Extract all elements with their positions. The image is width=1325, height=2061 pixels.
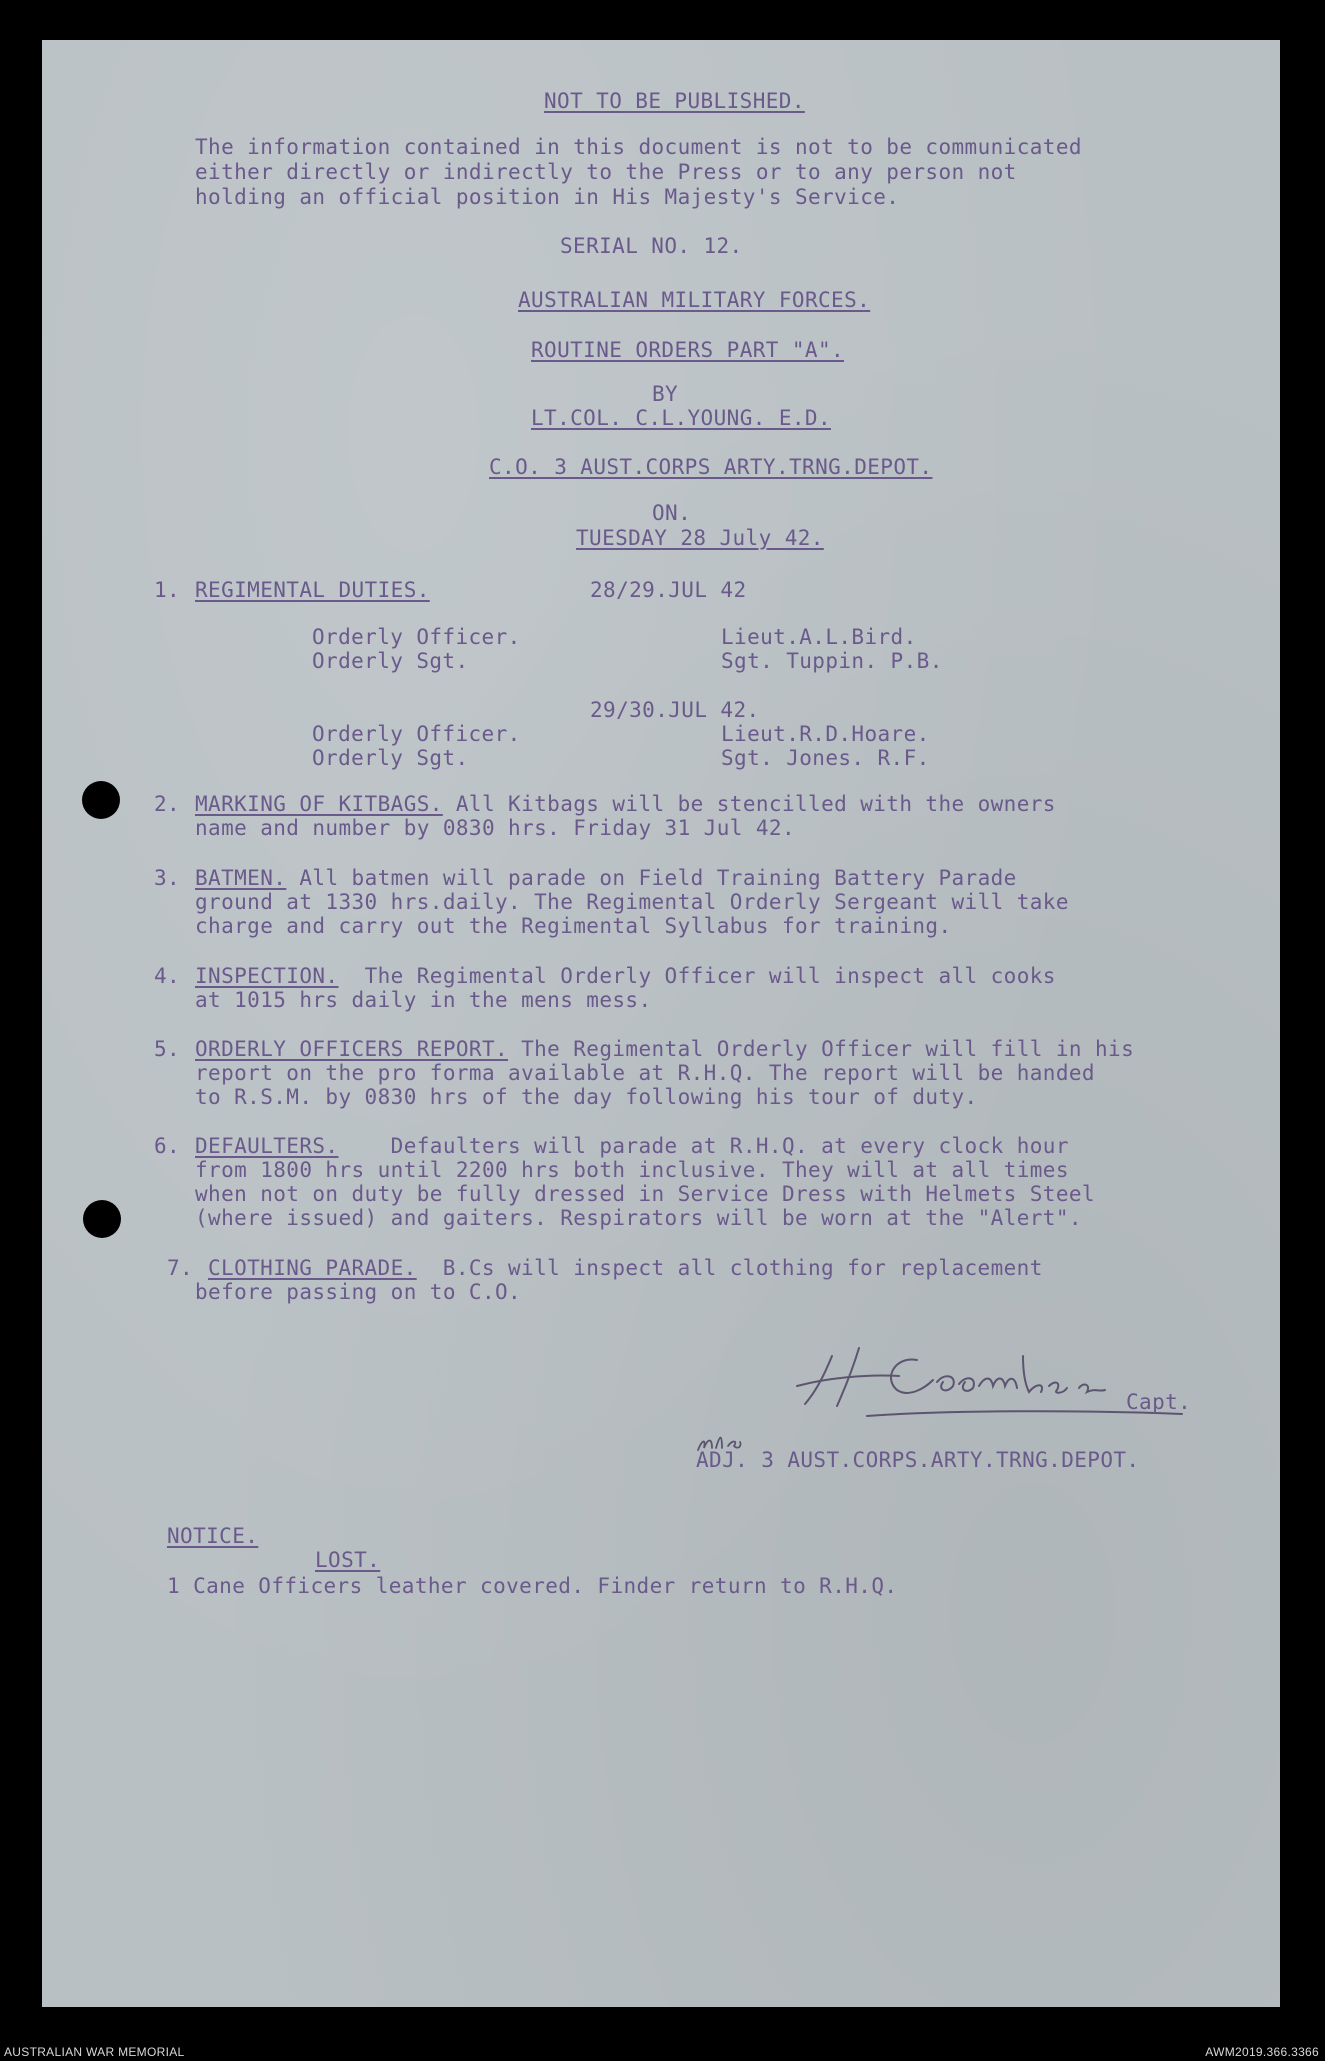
order-6-text: Defaulters will parade at R.H.Q. at every clock hour — [338, 1134, 1069, 1158]
order-3-line-3: charge and carry out the Regimental Syllabus for training. — [195, 914, 952, 938]
order-6-line-3: when not on duty be fully dressed in Service Dress with Helmets Steel — [195, 1182, 1095, 1206]
document-title: ROUTINE ORDERS PART "A". — [531, 338, 845, 362]
issuing-officer: LT.COL. C.L.YOUNG. E.D. — [531, 406, 831, 430]
order-4-heading: INSPECTION. — [195, 964, 339, 988]
order-6-line-4: (where issued) and gaiters. Respirators will be worn at the "Alert". — [195, 1206, 1082, 1230]
order-5-heading: ORDERLY OFFICERS REPORT. — [195, 1037, 509, 1061]
by-label: BY — [652, 382, 679, 406]
order-6-heading: DEFAULTERS. — [195, 1134, 339, 1158]
signature-rank: Capt. — [1126, 1390, 1192, 1414]
order-7-text: B.Cs will inspect all clothing for replacement — [416, 1256, 1043, 1280]
order-2-line-1 — [195, 792, 1056, 816]
document-page — [42, 40, 1280, 2007]
order-2-line-2: name and number by 0830 hrs. Friday 31 Jul 42. — [195, 816, 795, 840]
signature-line — [696, 1448, 1139, 1472]
order-3-heading: BATMEN. — [195, 866, 287, 890]
duty-role: Orderly Officer. — [312, 722, 521, 746]
duty-name: Lieut.R.D.Hoare. — [721, 722, 930, 746]
order-7-line-1 — [208, 1256, 1043, 1280]
order-6-line-2: from 1800 hrs until 2200 hrs both inclusive. They will at all times — [195, 1158, 1069, 1182]
duties-date-2: 29/30.JUL 42. — [590, 698, 760, 722]
order-3-line-2: ground at 1330 hrs.daily. The Regimental Orderly Sergeant will take — [195, 890, 1069, 914]
order-7-number: 7. — [167, 1256, 194, 1280]
punch-hole-bottom — [83, 1200, 121, 1238]
duty-name: Sgt. Jones. R.F. — [721, 746, 930, 770]
duty-name: Sgt. Tuppin. P.B. — [721, 649, 943, 673]
order-5-text: The Regimental Orderly Officer will fill in his — [508, 1037, 1135, 1061]
order-2-text: All Kitbags will be stencilled with the owners — [442, 792, 1056, 816]
punch-hole-top — [82, 781, 120, 819]
duty-role: Orderly Sgt. — [312, 746, 469, 770]
on-label: ON. — [652, 501, 692, 525]
order-3-line-1 — [195, 866, 1017, 890]
order-7-line-2: before passing on to C.O. — [195, 1280, 522, 1304]
force-title: AUSTRALIAN MILITARY FORCES. — [518, 288, 871, 312]
notice-line-1: The information contained in this document is not to be communicated — [195, 135, 1082, 159]
order-2-number: 2. — [154, 792, 181, 816]
order-3-text: All batmen will parade on Field Training Battery Parade — [286, 866, 1017, 890]
notice-subheading: LOST. — [315, 1548, 381, 1572]
issuing-unit: C.O. 3 AUST.CORPS ARTY.TRNG.DEPOT. — [489, 455, 933, 479]
order-4-line-2: at 1015 hrs daily in the mens mess. — [195, 988, 652, 1012]
notice-heading: NOTICE. — [167, 1524, 259, 1548]
restriction-heading: NOT TO BE PUBLISHED. — [544, 89, 805, 113]
serial-number: SERIAL NO. 12. — [560, 234, 743, 258]
order-6-number: 6. — [154, 1134, 181, 1158]
order-4-line-1 — [195, 964, 1056, 988]
notice-line-3: holding an official position in His Majesty's Service. — [195, 185, 900, 209]
duty-role: Orderly Sgt. — [312, 649, 469, 673]
footer-right: AWM2019.366.3366 — [1205, 2045, 1319, 2059]
order-date: TUESDAY 28 July 42. — [576, 526, 824, 550]
order-3-number: 3. — [154, 866, 181, 890]
order-4-number: 4. — [154, 964, 181, 988]
order-7-heading: CLOTHING PARADE. — [208, 1256, 417, 1280]
order-1-number: 1. — [154, 578, 181, 602]
duty-name: Lieut.A.L.Bird. — [721, 625, 917, 649]
notice-text: 1 Cane Officers leather covered. Finder return to R.H.Q. — [167, 1574, 898, 1598]
order-4-text: The Regimental Orderly Officer will inspect all cooks — [338, 964, 1056, 988]
order-5-number: 5. — [154, 1037, 181, 1061]
duty-role: Orderly Officer. — [312, 625, 521, 649]
footer-left: AUSTRALIAN WAR MEMORIAL — [4, 2045, 185, 2059]
order-5-line-2: report on the pro forma available at R.H.Q. The report will be handed — [195, 1061, 1095, 1085]
order-6-line-1 — [195, 1134, 1069, 1158]
signature-unit: 3 AUST.CORPS.ARTY.TRNG.DEPOT. — [748, 1448, 1140, 1472]
order-5-line-1 — [195, 1037, 1134, 1061]
order-2-heading: MARKING OF KITBAGS. — [195, 792, 443, 816]
order-1-heading: REGIMENTAL DUTIES. — [195, 578, 430, 602]
order-5-line-3: to R.S.M. by 0830 hrs of the day following his tour of duty. — [195, 1085, 978, 1109]
notice-line-2: either directly or indirectly to the Press or to any person not — [195, 160, 1017, 184]
duties-date-1: 28/29.JUL 42 — [590, 578, 747, 602]
signature-prefix: ADJ. — [696, 1448, 749, 1472]
